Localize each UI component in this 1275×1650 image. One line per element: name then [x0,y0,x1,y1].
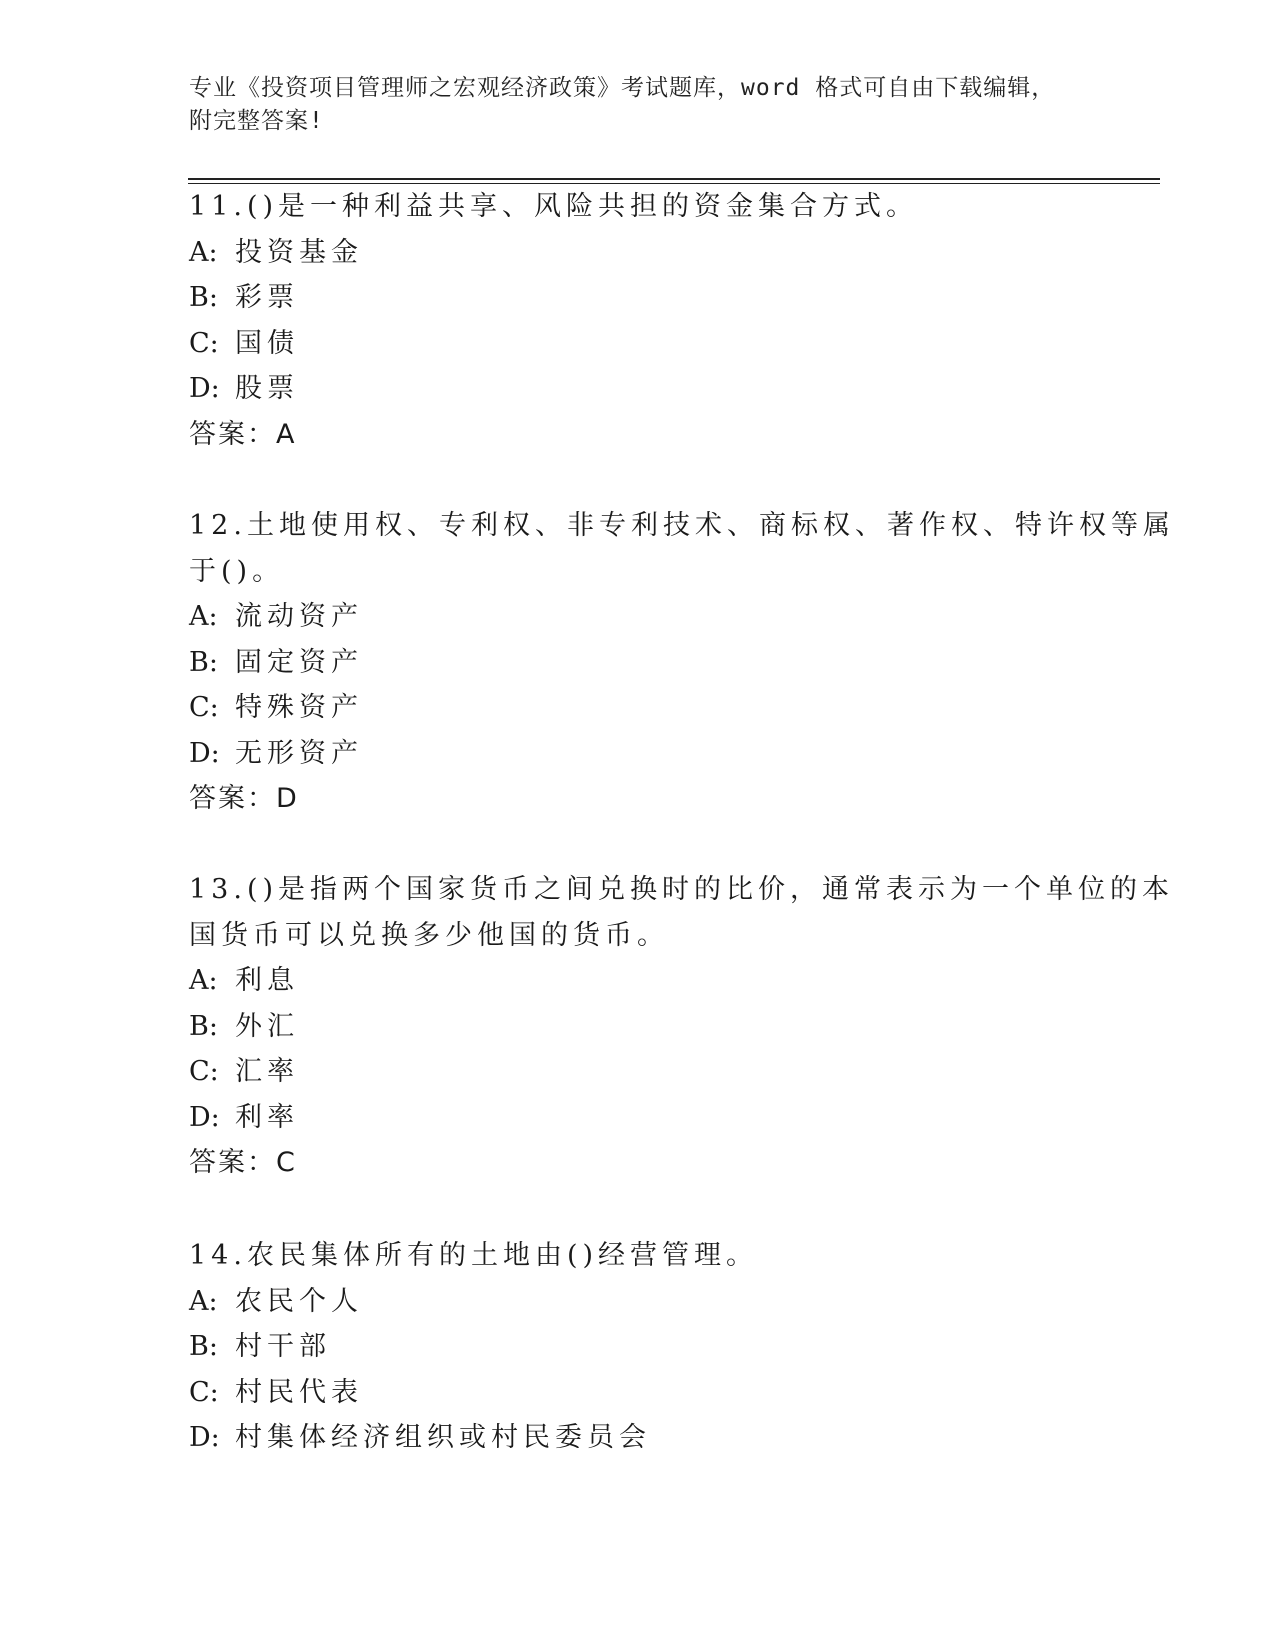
option-c [189,1049,1089,1095]
option-c [189,685,1089,731]
option-key: D: [189,373,220,404]
question-stem [189,867,1175,958]
option-text: 农民个人 [235,1285,363,1317]
answer-line: 答案：D [189,783,299,814]
option-key: D: [189,1422,220,1453]
option-b [189,275,1089,321]
option-text: 流动资产 [235,601,363,632]
option-b [189,1004,1089,1050]
option-text: 村集体经济组织或村民委员会 [235,1422,651,1453]
option-key: A: [189,601,218,632]
option-a [189,230,1089,276]
question-14 [189,1233,1089,1461]
option-key: B: [189,282,218,313]
option-key: D: [189,737,220,769]
question-stem-line: 13.()是指两个国家货币之间兑换时的比价，通常表示为一个单位的本 [189,874,1175,905]
option-key: C: [189,692,219,723]
question-stem-line: 11.()是一种利益共享、风险共担的资金集合方式。 [189,191,919,222]
option-text: 固定资产 [235,646,363,678]
option-a [189,958,1089,1004]
question-13 [189,867,1175,1186]
question-stem-line: 于()。 [189,555,285,587]
option-key: B: [189,646,218,678]
option-text: 村干部 [235,1331,331,1362]
option-d [189,731,1089,777]
option-key: D: [189,1101,220,1133]
option-c [189,1370,1089,1416]
question-stem [189,184,1089,230]
option-d [189,1415,1089,1461]
question-stem-line: 12.土地使用权、专利权、非专利技术、商标权、著作权、特许权等属 [189,510,1175,541]
option-text: 投资基金 [235,236,363,268]
question-stem [189,503,1175,594]
question-stem-line: 国货币可以兑换多少他国的货币。 [189,919,669,951]
option-text: 利息 [235,965,299,996]
question-12 [189,503,1175,822]
header-divider-thick [188,178,1160,180]
option-key: C: [189,1056,219,1087]
option-text: 汇率 [235,1056,299,1087]
option-text: 股票 [235,373,299,404]
question-stem-line: 14.农民集体所有的土地由()经营管理。 [189,1240,759,1271]
document-header [189,72,1089,138]
option-key: A: [189,236,218,268]
option-text: 特殊资产 [235,692,363,723]
option-key: C: [189,1376,219,1408]
answer-line: 答案：A [189,418,297,450]
option-text: 利率 [235,1101,299,1133]
option-d [189,1095,1089,1141]
option-key: B: [189,1010,218,1042]
option-key: B: [189,1331,218,1362]
option-text: 彩票 [235,282,299,313]
question-stem [189,1233,1089,1279]
option-d [189,366,1089,412]
option-a [189,594,1089,640]
option-a [189,1279,1089,1325]
option-text: 无形资产 [235,737,363,769]
option-b [189,1324,1089,1370]
header-line-1: 专业《投资项目管理师之宏观经济政策》考试题库，word 格式可自由下载编辑， [189,75,1056,101]
option-key: C: [189,327,219,359]
option-key: A: [189,1285,218,1317]
answer-line: 答案：C [189,1147,297,1178]
option-text: 国债 [235,327,299,359]
question-11 [189,184,1089,457]
header-line-2: 附完整答案! [189,108,324,134]
option-b [189,640,1089,686]
option-key: A: [189,965,218,996]
option-text: 外汇 [235,1010,299,1042]
option-text: 村民代表 [235,1376,363,1408]
option-c [189,321,1089,367]
